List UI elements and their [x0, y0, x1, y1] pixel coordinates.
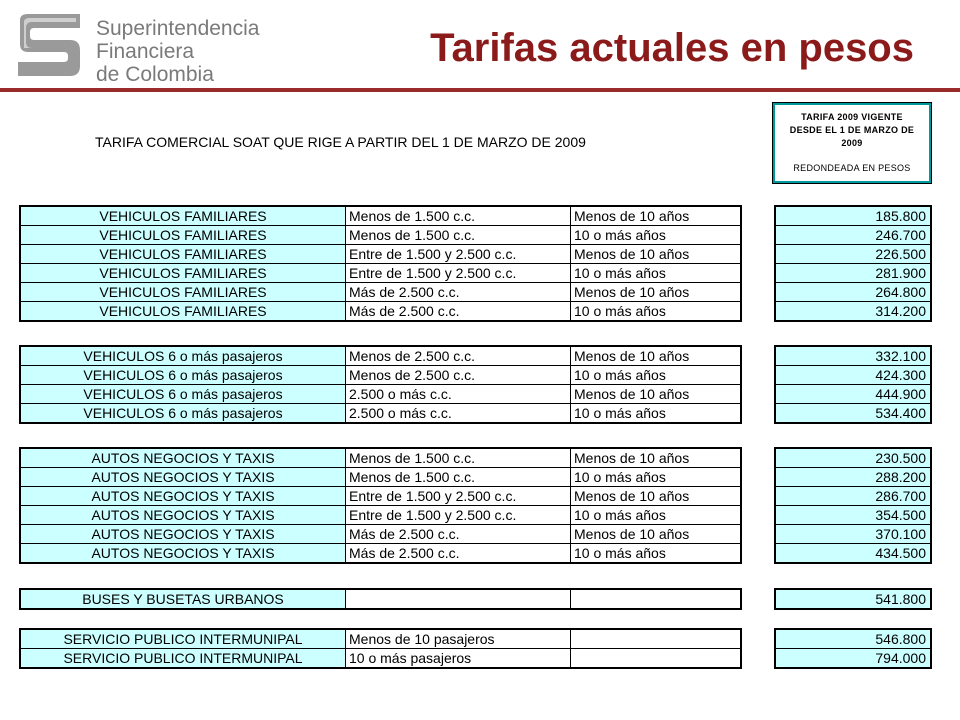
- rate-values-table: [774, 628, 932, 669]
- table-row: [20, 487, 741, 506]
- logo-line-2: Financiera: [96, 40, 195, 63]
- rate-value-cell: 246.700: [775, 226, 931, 245]
- vehicle-age-cell: 10 o más años: [571, 302, 742, 322]
- rate-value-cell: 546.800: [775, 629, 931, 649]
- rate-value-cell: 314.200: [775, 302, 931, 322]
- table-row: [20, 448, 741, 468]
- tarifa-header-note: REDONDEADA EN PESOS: [793, 163, 911, 173]
- vehicle-category-cell: AUTOS NEGOCIOS Y TAXIS: [20, 525, 346, 544]
- value-row: [775, 589, 931, 609]
- vehicle-spec-cell: Menos de 1.500 c.c.: [346, 206, 571, 226]
- value-row: [775, 544, 931, 564]
- tarifa-header-line-2: DESDE EL 1 DE MARZO DE: [789, 125, 915, 135]
- vehicle-spec-cell: Menos de 1.500 c.c.: [346, 468, 571, 487]
- rate-value-cell: 230.500: [775, 448, 931, 468]
- vehicle-spec-cell: Más de 2.500 c.c.: [346, 525, 571, 544]
- table-row: [20, 468, 741, 487]
- table-subtitle: TARIFA COMERCIAL SOAT QUE RIGE A PARTIR DEL 1 DE MARZO DE 2009: [95, 134, 586, 150]
- value-row: [775, 302, 931, 322]
- table-row: [20, 506, 741, 525]
- rate-value-cell: 541.800: [775, 589, 931, 609]
- vehicle-age-cell: Menos de 10 años: [571, 245, 742, 264]
- vehicle-spec-cell: Menos de 1.500 c.c.: [346, 226, 571, 245]
- vehicle-spec-cell: Menos de 10 pasajeros: [346, 629, 571, 649]
- tarifa-header-box: [772, 102, 932, 184]
- value-row: [775, 487, 931, 506]
- vehicle-age-cell: [571, 649, 742, 669]
- table-row: [20, 525, 741, 544]
- table-row: [20, 366, 741, 385]
- table-row: [20, 649, 741, 669]
- logo-line-3: de Colombia: [96, 63, 214, 86]
- vehicle-spec-cell: Más de 2.500 c.c.: [346, 283, 571, 302]
- vehicle-age-cell: Menos de 10 años: [571, 385, 742, 404]
- table-row: [20, 385, 741, 404]
- logo-emblem-icon: [14, 12, 86, 78]
- vehicle-age-cell: [571, 629, 742, 649]
- vehicle-category-cell: AUTOS NEGOCIOS Y TAXIS: [20, 506, 346, 525]
- rate-value-cell: 288.200: [775, 468, 931, 487]
- table-row: [20, 346, 741, 366]
- vehicle-age-cell: 10 o más años: [571, 544, 742, 564]
- vehicle-category-cell: VEHICULOS FAMILIARES: [20, 206, 346, 226]
- vehicle-category-cell: VEHICULOS FAMILIARES: [20, 302, 346, 322]
- rate-value-cell: 534.400: [775, 404, 931, 424]
- rate-values-table: [774, 345, 932, 424]
- rate-group-table: [19, 588, 742, 610]
- value-row: [775, 629, 931, 649]
- page-title: Tarifas actuales en pesos: [430, 26, 914, 70]
- vehicle-spec-cell: 2.500 o más c.c.: [346, 385, 571, 404]
- vehicle-category-cell: SERVICIO PUBLICO INTERMUNIPAL: [20, 629, 346, 649]
- rate-values-table: [774, 205, 932, 322]
- value-row: [775, 468, 931, 487]
- value-row: [775, 226, 931, 245]
- rate-value-cell: 444.900: [775, 385, 931, 404]
- vehicle-spec-cell: Entre de 1.500 y 2.500 c.c.: [346, 506, 571, 525]
- rate-value-cell: 354.500: [775, 506, 931, 525]
- vehicle-category-cell: VEHICULOS FAMILIARES: [20, 226, 346, 245]
- superintendencia-logo: [14, 12, 260, 86]
- vehicle-spec-cell: Más de 2.500 c.c.: [346, 302, 571, 322]
- value-row: [775, 506, 931, 525]
- table-row: [20, 226, 741, 245]
- table-row: [20, 245, 741, 264]
- value-row: [775, 264, 931, 283]
- rate-value-cell: 185.800: [775, 206, 931, 226]
- table-row: [20, 302, 741, 322]
- value-row: [775, 385, 931, 404]
- rate-group-table: [19, 345, 742, 424]
- rate-value-cell: 794.000: [775, 649, 931, 669]
- vehicle-spec-cell: 10 o más pasajeros: [346, 649, 571, 669]
- table-row: [20, 206, 741, 226]
- vehicle-age-cell: Menos de 10 años: [571, 525, 742, 544]
- vehicle-category-cell: AUTOS NEGOCIOS Y TAXIS: [20, 544, 346, 564]
- vehicle-category-cell: BUSES Y BUSETAS URBANOS: [20, 589, 346, 609]
- vehicle-spec-cell: Entre de 1.500 y 2.500 c.c.: [346, 245, 571, 264]
- table-row: [20, 544, 741, 564]
- value-row: [775, 525, 931, 544]
- vehicle-age-cell: 10 o más años: [571, 468, 742, 487]
- table-row: [20, 404, 741, 424]
- table-row: [20, 283, 741, 302]
- vehicle-age-cell: Menos de 10 años: [571, 283, 742, 302]
- value-row: [775, 649, 931, 669]
- tarifa-header-line-1: TARIFA 2009 VIGENTE: [801, 112, 903, 122]
- vehicle-category-cell: AUTOS NEGOCIOS Y TAXIS: [20, 468, 346, 487]
- vehicle-spec-cell: [346, 589, 571, 609]
- vehicle-age-cell: [571, 589, 742, 609]
- rate-value-cell: 264.800: [775, 283, 931, 302]
- vehicle-category-cell: VEHICULOS 6 o más pasajeros: [20, 404, 346, 424]
- title-divider: [0, 88, 960, 92]
- rate-value-cell: 281.900: [775, 264, 931, 283]
- vehicle-category-cell: AUTOS NEGOCIOS Y TAXIS: [20, 448, 346, 468]
- vehicle-spec-cell: Más de 2.500 c.c.: [346, 544, 571, 564]
- rate-value-cell: 332.100: [775, 346, 931, 366]
- value-row: [775, 448, 931, 468]
- vehicle-spec-cell: Menos de 2.500 c.c.: [346, 366, 571, 385]
- vehicle-age-cell: 10 o más años: [571, 366, 742, 385]
- table-row: [20, 589, 741, 609]
- vehicle-age-cell: 10 o más años: [571, 264, 742, 283]
- vehicle-spec-cell: 2.500 o más c.c.: [346, 404, 571, 424]
- logo-text: [96, 17, 259, 86]
- logo-line-1: Superintendencia: [96, 17, 260, 40]
- vehicle-category-cell: SERVICIO PUBLICO INTERMUNIPAL: [20, 649, 346, 669]
- rate-value-cell: 434.500: [775, 544, 931, 564]
- vehicle-age-cell: Menos de 10 años: [571, 206, 742, 226]
- rate-value-cell: 370.100: [775, 525, 931, 544]
- vehicle-category-cell: VEHICULOS 6 o más pasajeros: [20, 385, 346, 404]
- rate-value-cell: 286.700: [775, 487, 931, 506]
- vehicle-category-cell: VEHICULOS FAMILIARES: [20, 245, 346, 264]
- vehicle-spec-cell: Menos de 2.500 c.c.: [346, 346, 571, 366]
- vehicle-age-cell: Menos de 10 años: [571, 346, 742, 366]
- rate-group-table: [19, 205, 742, 322]
- vehicle-spec-cell: Menos de 1.500 c.c.: [346, 448, 571, 468]
- value-row: [775, 206, 931, 226]
- vehicle-category-cell: VEHICULOS 6 o más pasajeros: [20, 346, 346, 366]
- vehicle-age-cell: 10 o más años: [571, 226, 742, 245]
- vehicle-age-cell: Menos de 10 años: [571, 448, 742, 468]
- rate-group-table: [19, 628, 742, 669]
- tarifa-header-line-3: 2009: [841, 138, 863, 148]
- rate-group-table: [19, 447, 742, 564]
- value-row: [775, 283, 931, 302]
- rate-values-table: [774, 447, 932, 564]
- vehicle-age-cell: 10 o más años: [571, 404, 742, 424]
- table-row: [20, 629, 741, 649]
- value-row: [775, 404, 931, 424]
- rate-value-cell: 424.300: [775, 366, 931, 385]
- vehicle-age-cell: Menos de 10 años: [571, 487, 742, 506]
- value-row: [775, 366, 931, 385]
- rate-value-cell: 226.500: [775, 245, 931, 264]
- vehicle-category-cell: VEHICULOS 6 o más pasajeros: [20, 366, 346, 385]
- vehicle-age-cell: 10 o más años: [571, 506, 742, 525]
- vehicle-category-cell: AUTOS NEGOCIOS Y TAXIS: [20, 487, 346, 506]
- vehicle-spec-cell: Entre de 1.500 y 2.500 c.c.: [346, 487, 571, 506]
- table-row: [20, 264, 741, 283]
- value-row: [775, 346, 931, 366]
- value-row: [775, 245, 931, 264]
- rate-values-table: [774, 588, 932, 610]
- vehicle-category-cell: VEHICULOS FAMILIARES: [20, 264, 346, 283]
- vehicle-category-cell: VEHICULOS FAMILIARES: [20, 283, 346, 302]
- vehicle-spec-cell: Entre de 1.500 y 2.500 c.c.: [346, 264, 571, 283]
